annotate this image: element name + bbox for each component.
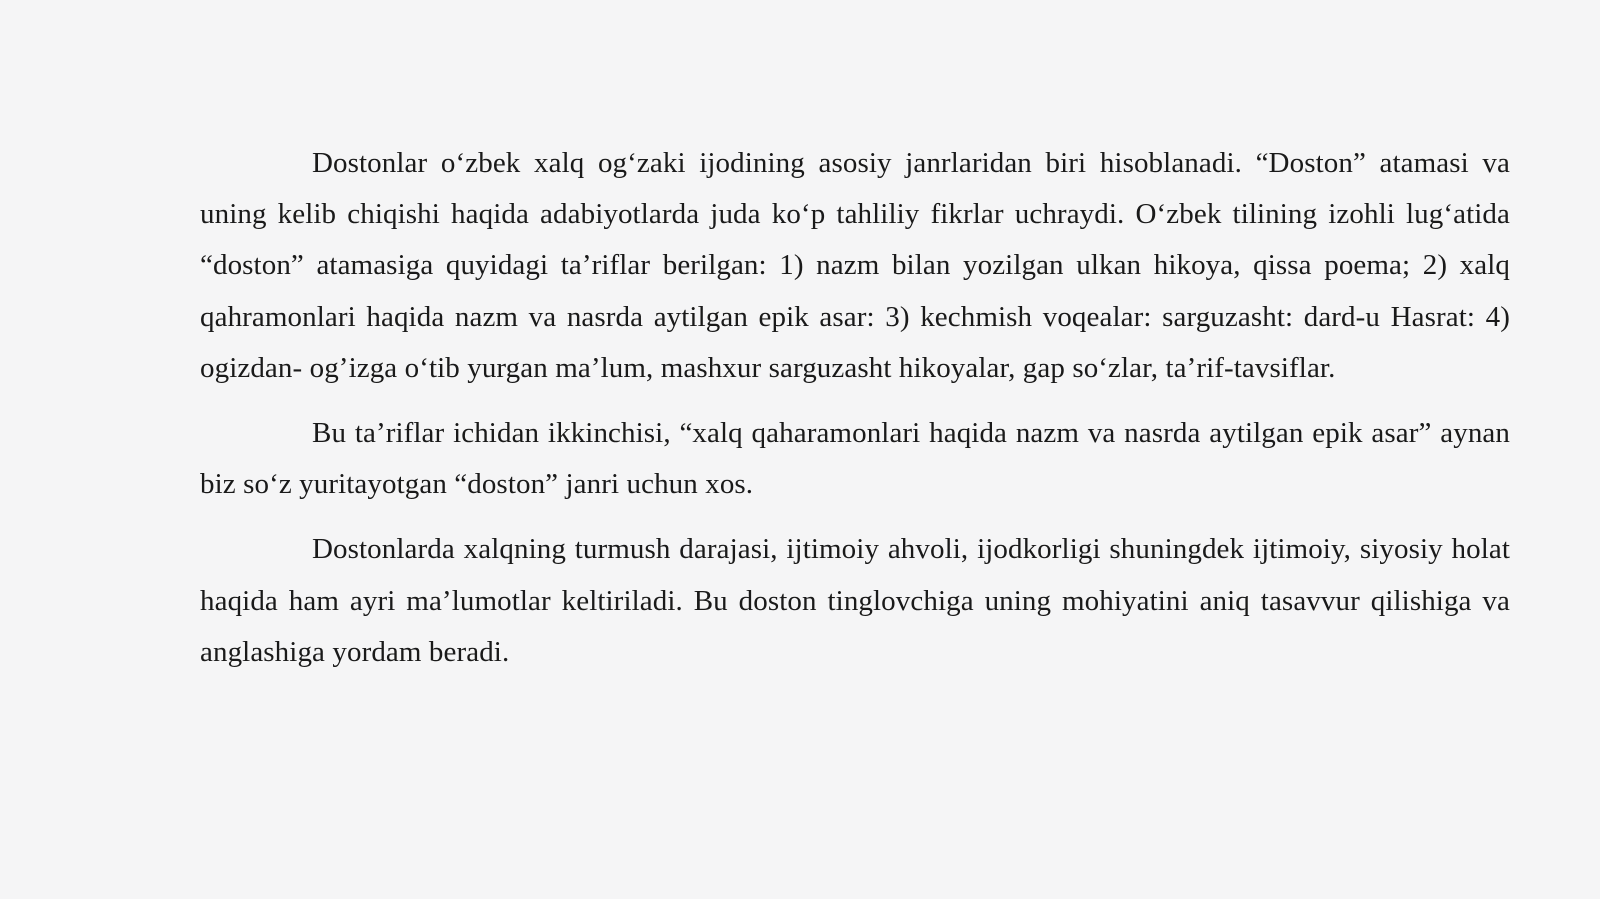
document-body	[200, 138, 1510, 692]
paragraph-3: Dostonlarda xalqning turmush darajasi, ijtimoiy ahvoli, ijodkorligi shuningdek ijtimoiy, siyosiy holat haqida ham ayri ma’lumotlar keltiriladi. Bu doston tinglovchiga uning mohiyatini aniq tasavvur qilishiga va anglashiga yordam beradi.	[200, 533, 1510, 668]
paragraph-2: Bu ta’riflar ichidan ikkinchisi, “xalq qaharamonlari haqida nazm va nasrda aytilgan epik asar” aynan biz so‘z yuritayotgan “doston” janri uchun xos.	[200, 417, 1510, 501]
paragraph-1: Dostonlar o‘zbek xalq og‘zaki ijodining asosiy janrlaridan biri hisoblanadi. “Doston” atamasi va uning kelib chiqishi haqida adabiyotlarda juda ko‘p tahliliy fikrlar uchraydi. O‘zbek tilining izohli lug‘atida “doston” atamasiga quyidagi ta’riflar berilgan: 1) nazm bilan yozilgan ulkan hikoya, qissa poema; 2) xalq qahramonlari haqida nazm va nasrda aytilgan epik asar: 3) kechmish voqealar: sarguzasht: dard-u Hasrat: 4) ogizdan- og’izga o‘tib yurgan ma’lum, mashxur sarguzasht hikoyalar, gap so‘zlar, ta’rif-tavsiflar.	[200, 147, 1510, 384]
